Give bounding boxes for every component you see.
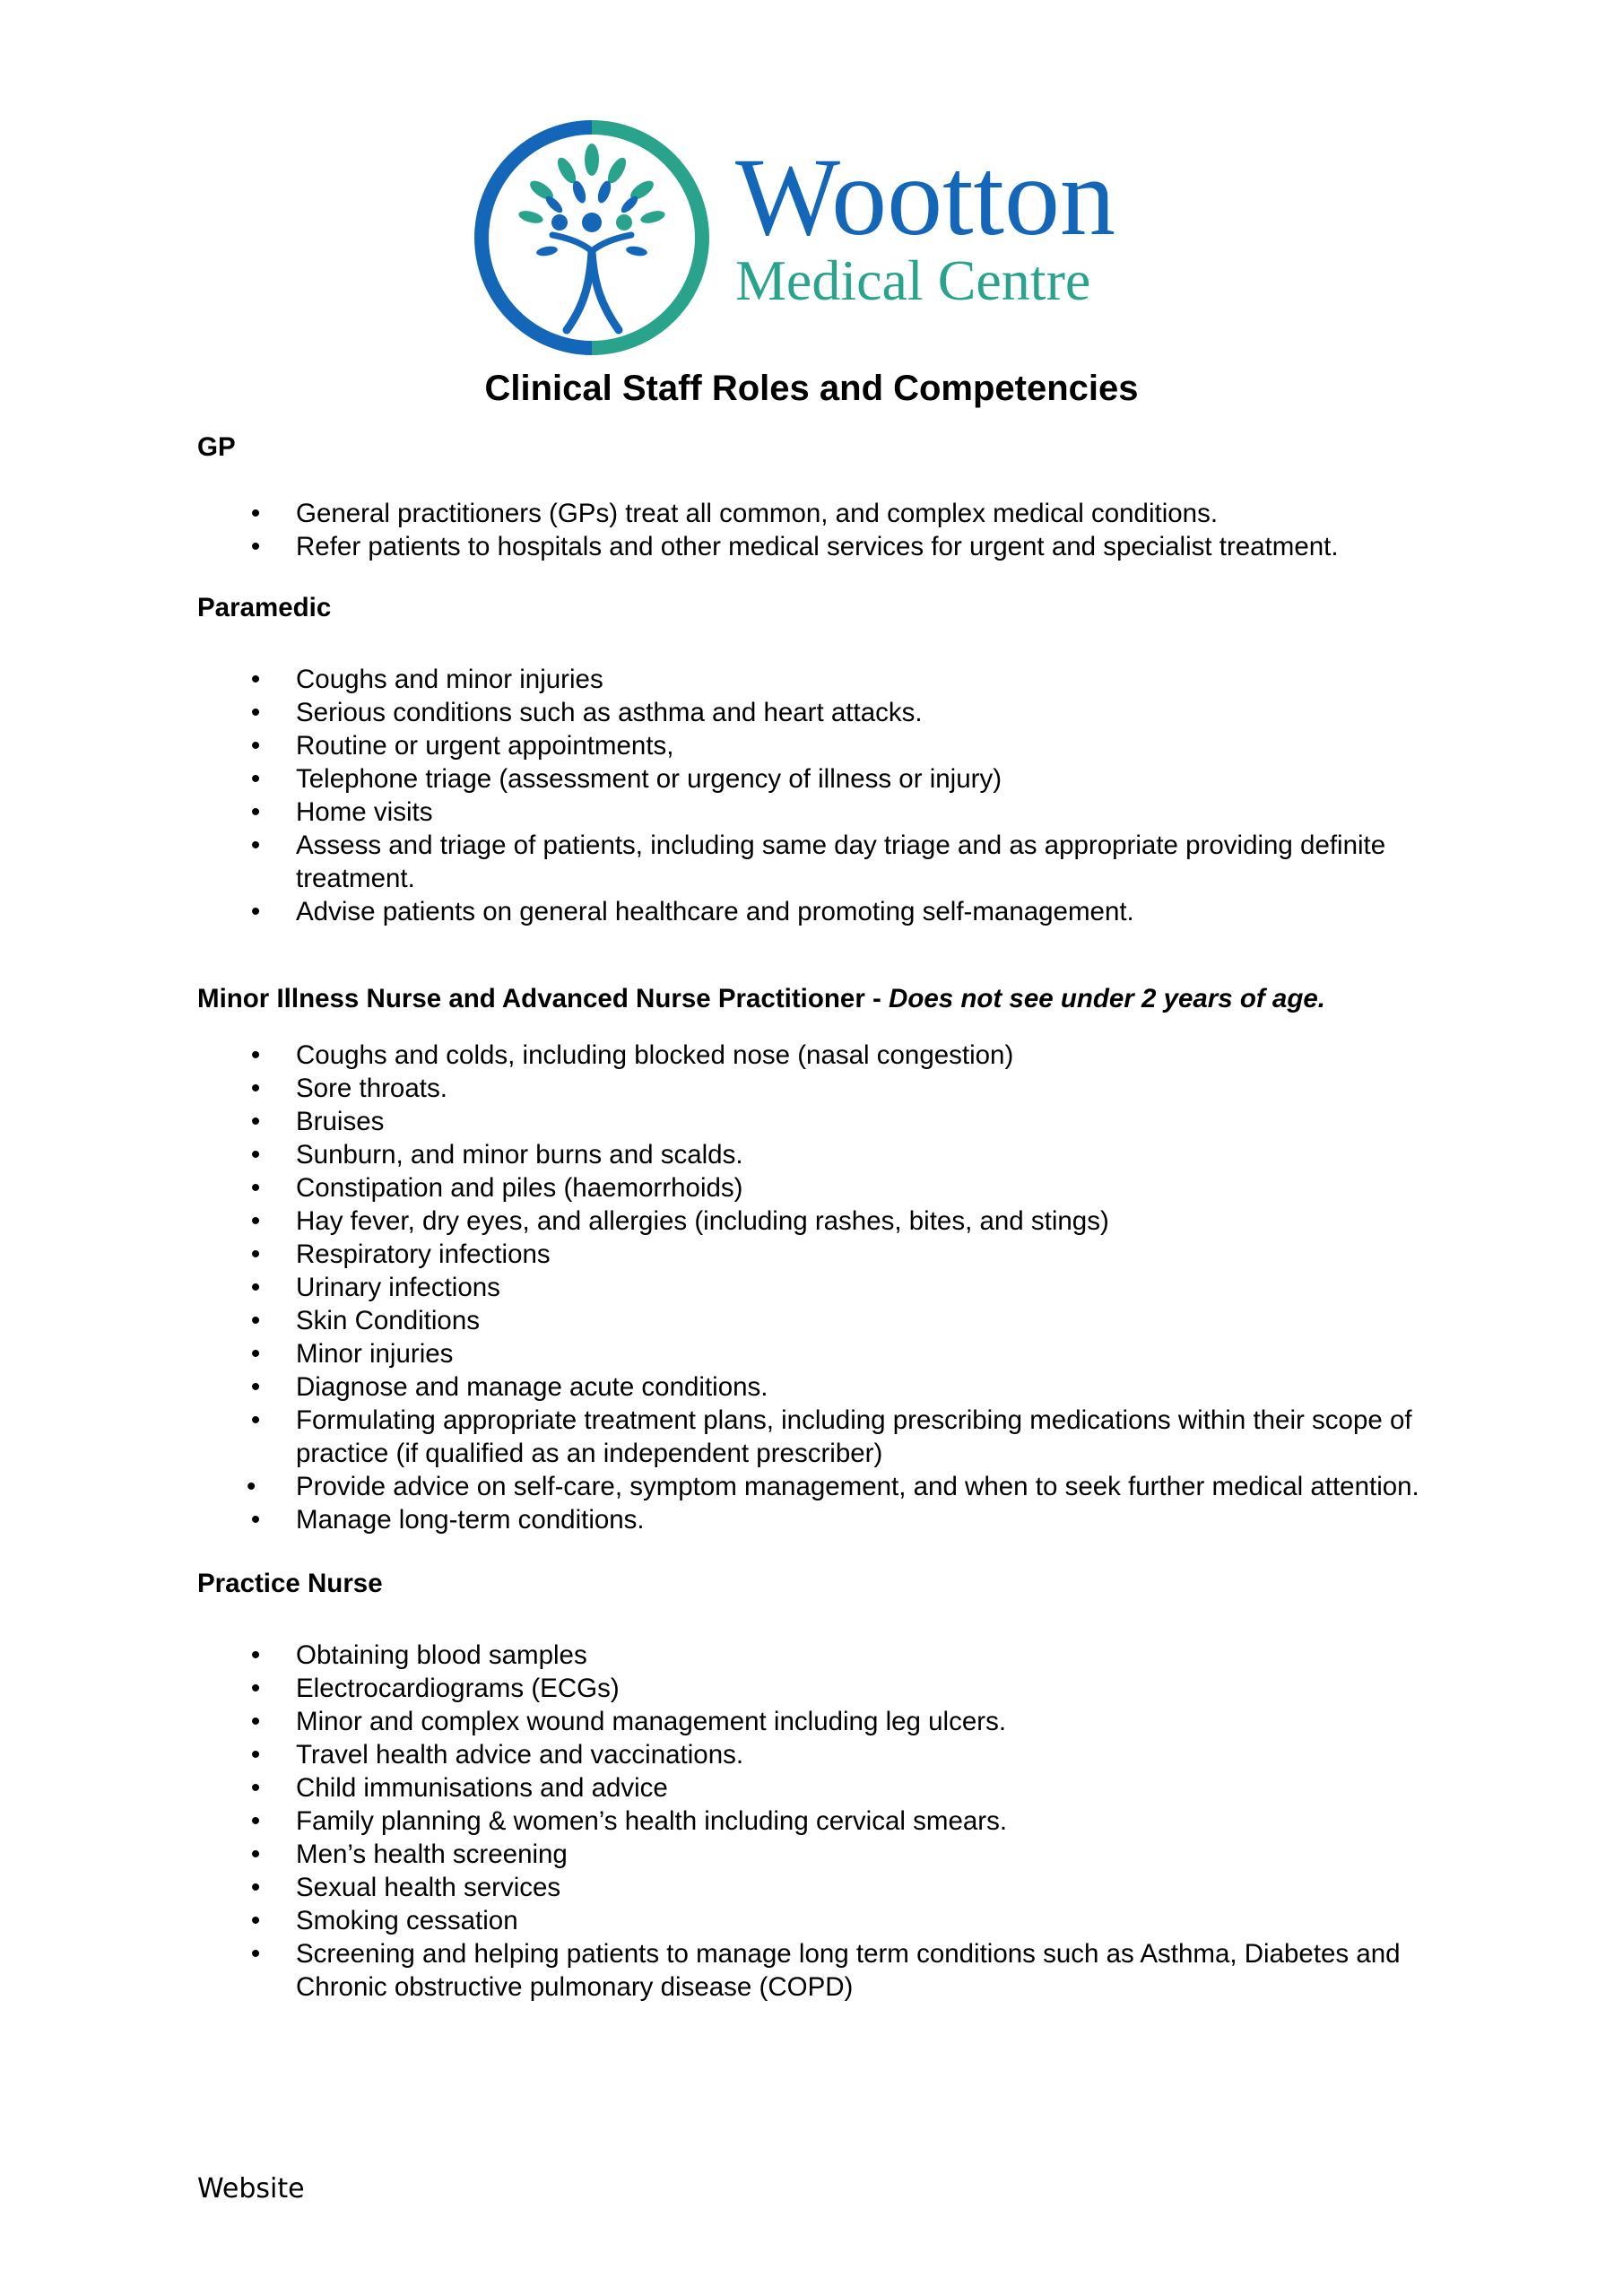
logo-name: Wootton	[735, 135, 1116, 258]
list-item: • Men’s health screening	[250, 1839, 568, 1869]
list-item: • Refer patients to hospitals and other medical services for urgent and specialist treatment.	[250, 532, 1339, 561]
list-item: • Sexual health services	[250, 1873, 561, 1902]
section-heading-gp: GP	[197, 432, 236, 462]
list-item: • Telephone triage (assessment or urgency of illness or injury)	[250, 764, 1002, 794]
document-body	[197, 430, 1435, 2004]
practice-logo	[466, 117, 1148, 359]
list-item: • Sore throats.	[250, 1074, 447, 1103]
list-item: • Electrocardiograms (ECGs)	[250, 1674, 620, 1703]
logo-subname: Medical Centre	[735, 248, 1091, 312]
page-title: Clinical Staff Roles and Competencies	[484, 369, 1139, 408]
practice-nurse-list	[197, 1639, 1435, 2004]
list-item: • Obtaining blood samples	[250, 1640, 587, 1670]
section-heading-nurse	[197, 982, 1435, 1015]
list-item: • Manage long-term conditions.	[250, 1505, 645, 1535]
list-item: • Routine or urgent appointments,	[250, 731, 674, 761]
list-item: • Bruises	[250, 1107, 385, 1136]
tree-people-circle-icon	[466, 117, 717, 359]
list-item: • Provide advice on self-care, symptom management, and when to seek further medical attention.	[247, 1472, 1419, 1501]
list-item: • Assess and triage of patients, including same day triage and as appropriate providing definite treatment.	[250, 831, 1386, 893]
nurse-age-note: Does not see under 2 years of age.	[889, 984, 1325, 1013]
list-item: • Coughs and minor injuries	[250, 665, 603, 694]
gp-list	[197, 497, 1435, 563]
list-item: • Serious conditions such as asthma and heart attacks.	[250, 698, 923, 727]
list-item: • Diagnose and manage acute conditions.	[250, 1372, 768, 1402]
nurse-list	[197, 1039, 1435, 1536]
list-item: • Urinary infections	[250, 1273, 500, 1302]
list-item: • Hay fever, dry eyes, and allergies (including rashes, bites, and stings)	[250, 1206, 1109, 1236]
paramedic-list	[197, 663, 1435, 928]
list-item: • Screening and helping patients to manage long term conditions such as Asthma, Diabetes and Chronic obstructive pulmonary disease (COPD)	[250, 1939, 1401, 2002]
list-item: • Skin Conditions	[250, 1306, 480, 1335]
list-item: • Travel health advice and vaccinations.	[250, 1740, 744, 1770]
list-item: • Formulating appropriate treatment plans, including prescribing medications within their scope of practice (if qualified as an independent prescriber)	[250, 1405, 1412, 1468]
footer-label: Website	[197, 2173, 305, 2205]
list-item: • Sunburn, and minor burns and scalds.	[250, 1140, 743, 1170]
list-item: • Family planning & women’s health including cervical smears.	[250, 1806, 1008, 1836]
list-item: • Minor injuries	[250, 1339, 454, 1369]
list-item: • Child immunisations and advice	[250, 1773, 668, 1803]
list-item: • Minor and complex wound management including leg ulcers.	[250, 1707, 1007, 1736]
list-item: • Respiratory infections	[250, 1239, 551, 1269]
list-item: • Advise patients on general healthcare and promoting self-management.	[250, 897, 1134, 926]
list-item: • Smoking cessation	[250, 1906, 518, 1935]
section-heading-paramedic: Paramedic	[197, 593, 332, 622]
section-heading-practice-nurse: Practice Nurse	[197, 1569, 383, 1598]
list-item: • Coughs and colds, including blocked nose (nasal congestion)	[250, 1040, 1014, 1070]
list-item: • Home visits	[250, 797, 433, 827]
list-item: • General practitioners (GPs) treat all common, and complex medical conditions.	[250, 499, 1219, 528]
nurse-heading-label: Minor Illness Nurse and Advanced Nurse Practitioner -	[197, 984, 890, 1013]
list-item: • Constipation and piles (haemorrhoids)	[250, 1173, 743, 1203]
